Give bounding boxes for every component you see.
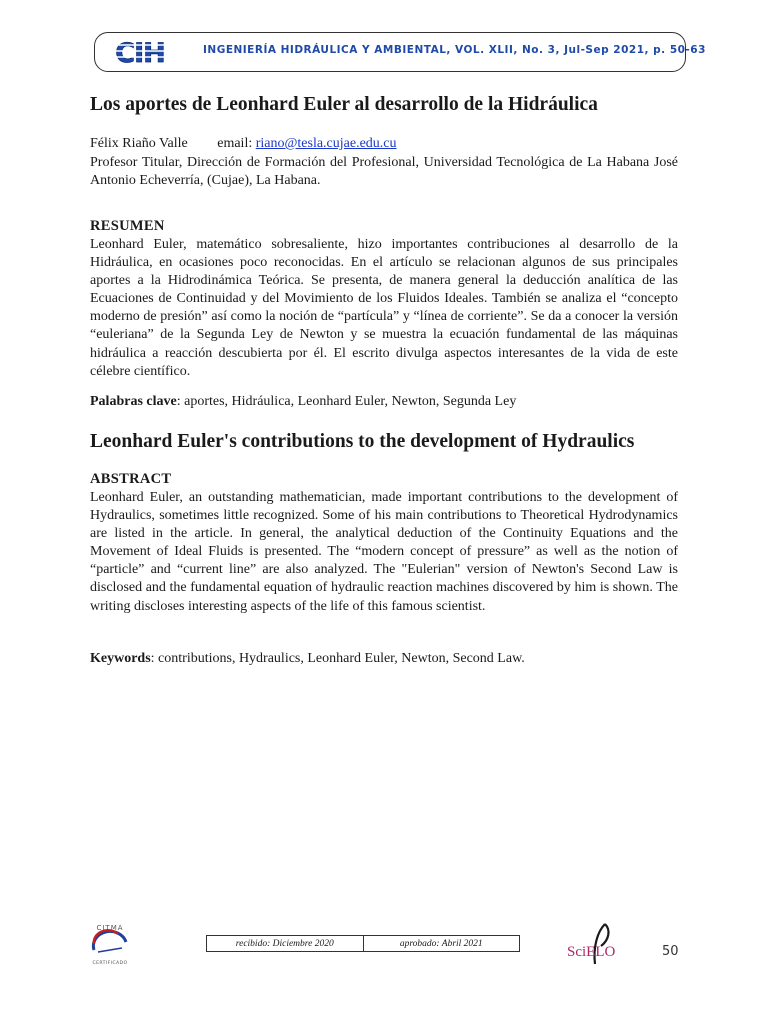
received-date: recibido: Diciembre 2020 — [235, 938, 334, 949]
abstract-heading: ABSTRACT — [90, 471, 172, 487]
author-affiliation: Profesor Titular, Dirección de Formación del Profesional, Universidad Tecnológica de La Habana José Antonio Echeverría, (Cujae), La Habana. — [90, 155, 678, 188]
svg-text:CERTIFICADO: CERTIFICADO — [92, 961, 128, 966]
keywords-en — [90, 651, 678, 667]
dates-table — [206, 935, 520, 952]
journal-header — [94, 32, 706, 72]
email-label: email: — [217, 136, 253, 151]
resumen-body: Leonhard Euler, matemático sobresaliente, hizo importantes contribuciones al desarrollo de la Hidráulica, en ocasiones poco reconocidas. En el artículo se relacionan algunos de sus principales aportes a la Hidrodinámica Teórica. Se presenta, de manera general la deducción analítica de las Ecuaciones de Continuidad y del Movimiento de los Fluidos Ideales. También se analiza el “concepto moderno de presión” así como la noción de “partícula” y “línea de corriente”. Se da a conocer la versión “euleriana” de la Segunda Ley de Newton y se muestra la ecuación fundamental de las máquinas hidráulica a reacción descubierta por él. El escrito divulga aspectos interesantes de la vida de este célebre científico. — [90, 237, 678, 379]
svg-text:CIH: CIH — [115, 38, 165, 67]
keywords-en-label: Keywords — [90, 651, 151, 666]
author-line — [90, 136, 678, 152]
article-title-es: Los aportes de Leonhard Euler al desarrollo de la Hidráulica — [90, 94, 598, 115]
author-name: Félix Riaño Valle — [90, 136, 188, 151]
svg-text:SciELO: SciELO — [567, 944, 616, 960]
keywords-es-label: Palabras clave — [90, 394, 177, 409]
article-title-en: Leonhard Euler's contributions to the development of Hydraulics — [90, 431, 635, 452]
journal-citation: INGENIERÍA HIDRÁULICA Y AMBIENTAL, VOL. XLII, No. 3, Jul-Sep 2021, p. 50-63 — [203, 44, 706, 56]
cih-logo — [105, 35, 175, 67]
author-email-link[interactable]: riano@tesla.cujae.edu.cu — [255, 136, 397, 151]
keywords-en-list: : contributions, Hydraulics, Leonhard Euler, Newton, Second Law. — [150, 651, 525, 666]
citma-certified-seal — [88, 922, 132, 966]
page-number: 50 — [662, 944, 679, 959]
keywords-es-list: : aportes, Hidráulica, Leonhard Euler, Newton, Segunda Ley — [176, 394, 517, 409]
abstract-body: Leonhard Euler, an outstanding mathematician, made important contributions to the development of Hydraulics, sometimes little recognized. Some of his main contributions to Theoretical Hydrodynamics are listed in the article. In general, the analytical deduction of the Continuity Equations and the Movement of Ideal Fluids is presented. The “modern concept of pressure” as well as the notion of “particle” and “current line” are also analyzed. The "Eulerian" version of Newton's Second Law is disclosed and the fundamental equation of hydraulic reaction machines discovered by him is shown. The writing discloses interesting aspects of the life of this famous scientist. — [90, 490, 678, 614]
resumen-heading: RESUMEN — [90, 218, 165, 234]
scielo-logo — [565, 920, 635, 970]
keywords-es — [90, 394, 678, 410]
approved-date: aprobado: Abril 2021 — [363, 936, 520, 951]
svg-text:CITMA: CITMA — [96, 924, 124, 932]
